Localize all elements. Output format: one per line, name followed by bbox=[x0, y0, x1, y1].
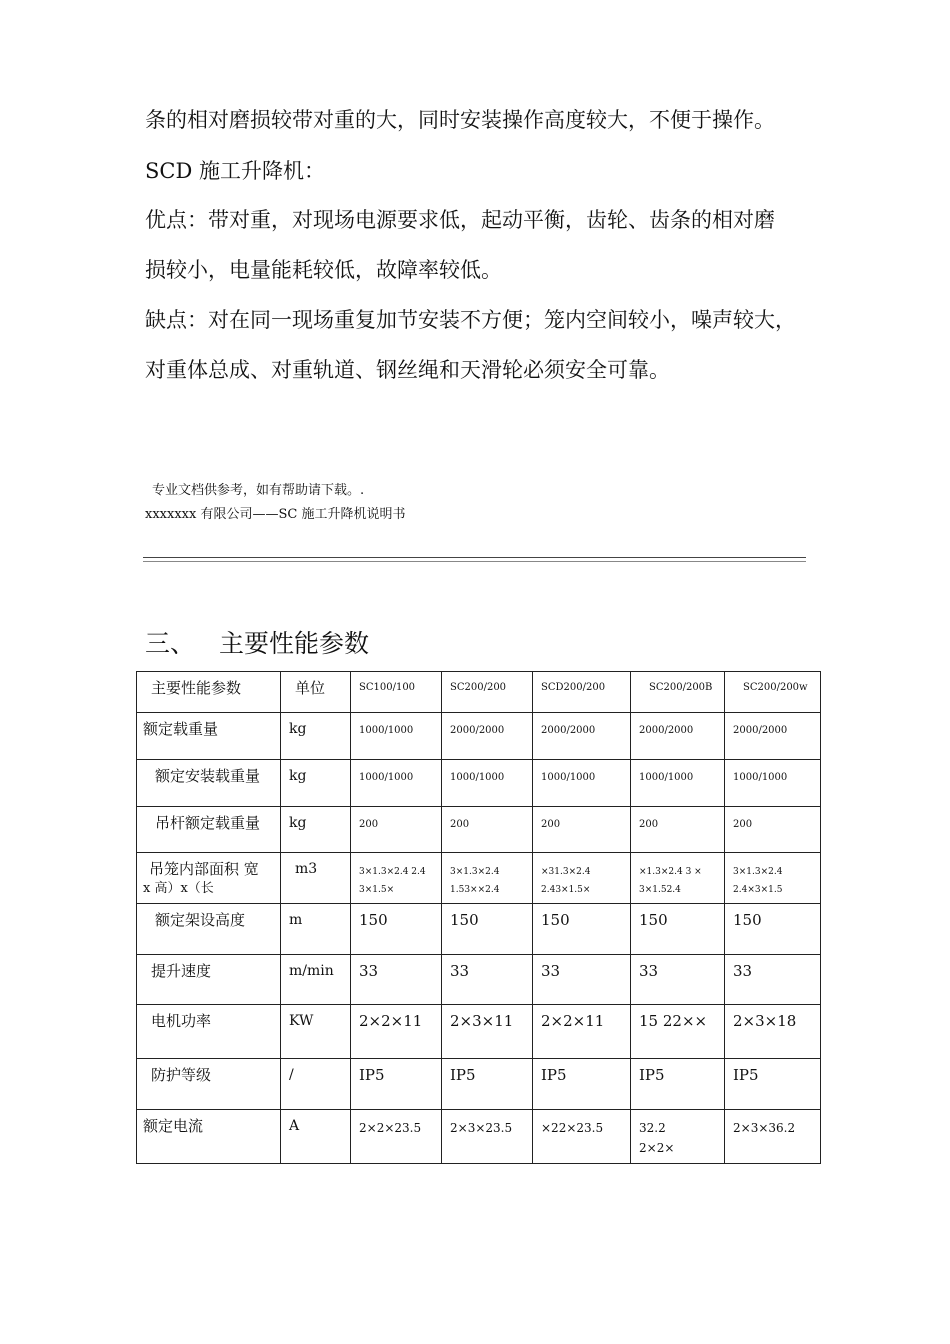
section-heading bbox=[145, 624, 369, 660]
table-cell: 33 bbox=[359, 962, 379, 980]
table-cell: 33 bbox=[450, 962, 470, 980]
table-cell: 3×1.52.4 bbox=[639, 885, 681, 895]
table-cell: 1000/1000 bbox=[541, 772, 596, 783]
paragraph-line: 优点：带对重，对现场电源要求低，起动平衡，齿轮、齿条的相对磨 bbox=[145, 208, 775, 232]
table-cell: 2000/2000 bbox=[450, 725, 505, 736]
table-cell: 3×1.3×2.4 bbox=[733, 867, 783, 877]
header-cell: SC200/200w bbox=[743, 682, 808, 693]
table-cell: ×22×23.5 bbox=[541, 1121, 604, 1135]
paragraph-line: 缺点：对在同一现场重复加节安装不方便；笼内空间较小，噪声较大， bbox=[145, 308, 796, 332]
row-unit: / bbox=[289, 1067, 294, 1083]
row-label: 提升速度 bbox=[151, 962, 212, 980]
table-cell: 200 bbox=[359, 819, 379, 830]
table-row bbox=[137, 807, 821, 853]
row-unit: kg bbox=[289, 815, 307, 831]
table-cell: 1000/1000 bbox=[450, 772, 505, 783]
divider bbox=[143, 557, 806, 562]
table-cell: 2×3×11 bbox=[450, 1012, 514, 1030]
row-unit: A bbox=[289, 1118, 300, 1134]
table-cell: 3×1.3×2.4 2.4 bbox=[359, 867, 426, 877]
table-cell: 33 bbox=[639, 962, 659, 980]
table-cell: IP5 bbox=[733, 1066, 759, 1084]
table-cell: 1000/1000 bbox=[359, 725, 414, 736]
table-cell: 2×2× bbox=[639, 1141, 675, 1155]
row-unit: kg bbox=[289, 768, 307, 784]
table-cell: ×1.3×2.4 3 × bbox=[639, 867, 702, 877]
table-cell: 2.4×3×1.5 bbox=[733, 885, 783, 895]
section-title: 主要性能参数 bbox=[219, 629, 370, 658]
table-row bbox=[137, 1059, 821, 1110]
table-cell: IP5 bbox=[541, 1066, 567, 1084]
table-cell: 2000/2000 bbox=[733, 725, 788, 736]
table-cell: 2×3×18 bbox=[733, 1012, 797, 1030]
table-cell: 2000/2000 bbox=[541, 725, 596, 736]
table-cell: 150 bbox=[450, 911, 479, 929]
table-cell: 1000/1000 bbox=[359, 772, 414, 783]
table-cell: 2×2×11 bbox=[359, 1012, 423, 1030]
table-row bbox=[137, 955, 821, 1005]
table-cell: 200 bbox=[541, 819, 561, 830]
table-row bbox=[137, 1005, 821, 1059]
table-row bbox=[137, 904, 821, 955]
table-cell: 150 bbox=[541, 911, 570, 929]
header-cell: SC200/200B bbox=[649, 682, 713, 693]
row-label: 额定电流 bbox=[143, 1117, 204, 1135]
table-cell: 200 bbox=[733, 819, 753, 830]
table-row bbox=[137, 853, 821, 904]
table-cell: 2.43×1.5× bbox=[541, 885, 591, 895]
row-unit: m bbox=[289, 912, 303, 928]
footer-note: 专业文档供参考，如有帮助请下载。. bbox=[152, 483, 365, 498]
table-cell: 33 bbox=[541, 962, 561, 980]
header-cell: SC200/200 bbox=[450, 682, 507, 693]
table-cell: 1.53××2.4 bbox=[450, 885, 500, 895]
table-cell: 2×2×11 bbox=[541, 1012, 605, 1030]
row-label: 防护等级 bbox=[151, 1066, 212, 1084]
row-unit: kg bbox=[289, 721, 307, 737]
table-cell: 1000/1000 bbox=[639, 772, 694, 783]
row-label: x 高）x（长 bbox=[143, 881, 214, 896]
table-cell: 2000/2000 bbox=[639, 725, 694, 736]
table-cell: IP5 bbox=[639, 1066, 665, 1084]
table-cell: 150 bbox=[733, 911, 762, 929]
row-label: 额定安装载重量 bbox=[155, 767, 261, 785]
table-header-row bbox=[137, 672, 821, 713]
footer-company: xxxxxxx 有限公司——SC 施工升降机说明书 bbox=[145, 507, 406, 522]
table-cell: 2×3×23.5 bbox=[450, 1121, 513, 1135]
table-row bbox=[137, 1110, 821, 1164]
row-label: 额定架设高度 bbox=[155, 911, 246, 929]
row-label: 吊杆额定载重量 bbox=[155, 814, 261, 832]
table-cell: 150 bbox=[359, 911, 388, 929]
table-row bbox=[137, 760, 821, 807]
row-label: 电机功率 bbox=[151, 1012, 212, 1030]
header-cell: 主要性能参数 bbox=[151, 679, 242, 697]
table-cell: 200 bbox=[639, 819, 659, 830]
header-cell: 单位 bbox=[295, 679, 326, 697]
table-cell: 1000/1000 bbox=[733, 772, 788, 783]
table-cell: 15 22×× bbox=[639, 1012, 708, 1030]
paragraph-line: SCD 施工升降机： bbox=[145, 159, 325, 183]
header-cell: SC100/100 bbox=[359, 682, 416, 693]
table-cell: 2×2×23.5 bbox=[359, 1121, 422, 1135]
table-cell: 3×1.3×2.4 bbox=[450, 867, 500, 877]
row-label: 额定载重量 bbox=[143, 720, 219, 738]
table-cell: 33 bbox=[733, 962, 753, 980]
paragraph-line: 损较小，电量能耗较低，故障率较低。 bbox=[145, 258, 502, 282]
row-unit: m3 bbox=[295, 861, 318, 877]
section-number: 三、 bbox=[145, 629, 196, 658]
table-cell: 32.2 bbox=[639, 1121, 666, 1135]
table-cell: IP5 bbox=[450, 1066, 476, 1084]
paragraph-line: 条的相对磨损较带对重的大，同时安装操作高度较大，不便于操作。 bbox=[145, 108, 775, 132]
row-unit: m/min bbox=[289, 963, 334, 979]
table-cell: 3×1.5× bbox=[359, 885, 395, 895]
row-unit: KW bbox=[289, 1013, 314, 1029]
table-cell: ×31.3×2.4 bbox=[541, 867, 591, 877]
table-row bbox=[137, 713, 821, 760]
paragraph-line: 对重体总成、对重轨道、钢丝绳和天滑轮必须安全可靠。 bbox=[145, 358, 670, 382]
table-cell: IP5 bbox=[359, 1066, 385, 1084]
header-cell: SCD200/200 bbox=[541, 682, 606, 693]
row-label: 吊笼内部面积 宽 bbox=[149, 860, 259, 878]
table-cell: 150 bbox=[639, 911, 668, 929]
table-cell: 2×3×36.2 bbox=[733, 1121, 796, 1135]
table-cell: 200 bbox=[450, 819, 470, 830]
spec-table bbox=[136, 671, 821, 1164]
